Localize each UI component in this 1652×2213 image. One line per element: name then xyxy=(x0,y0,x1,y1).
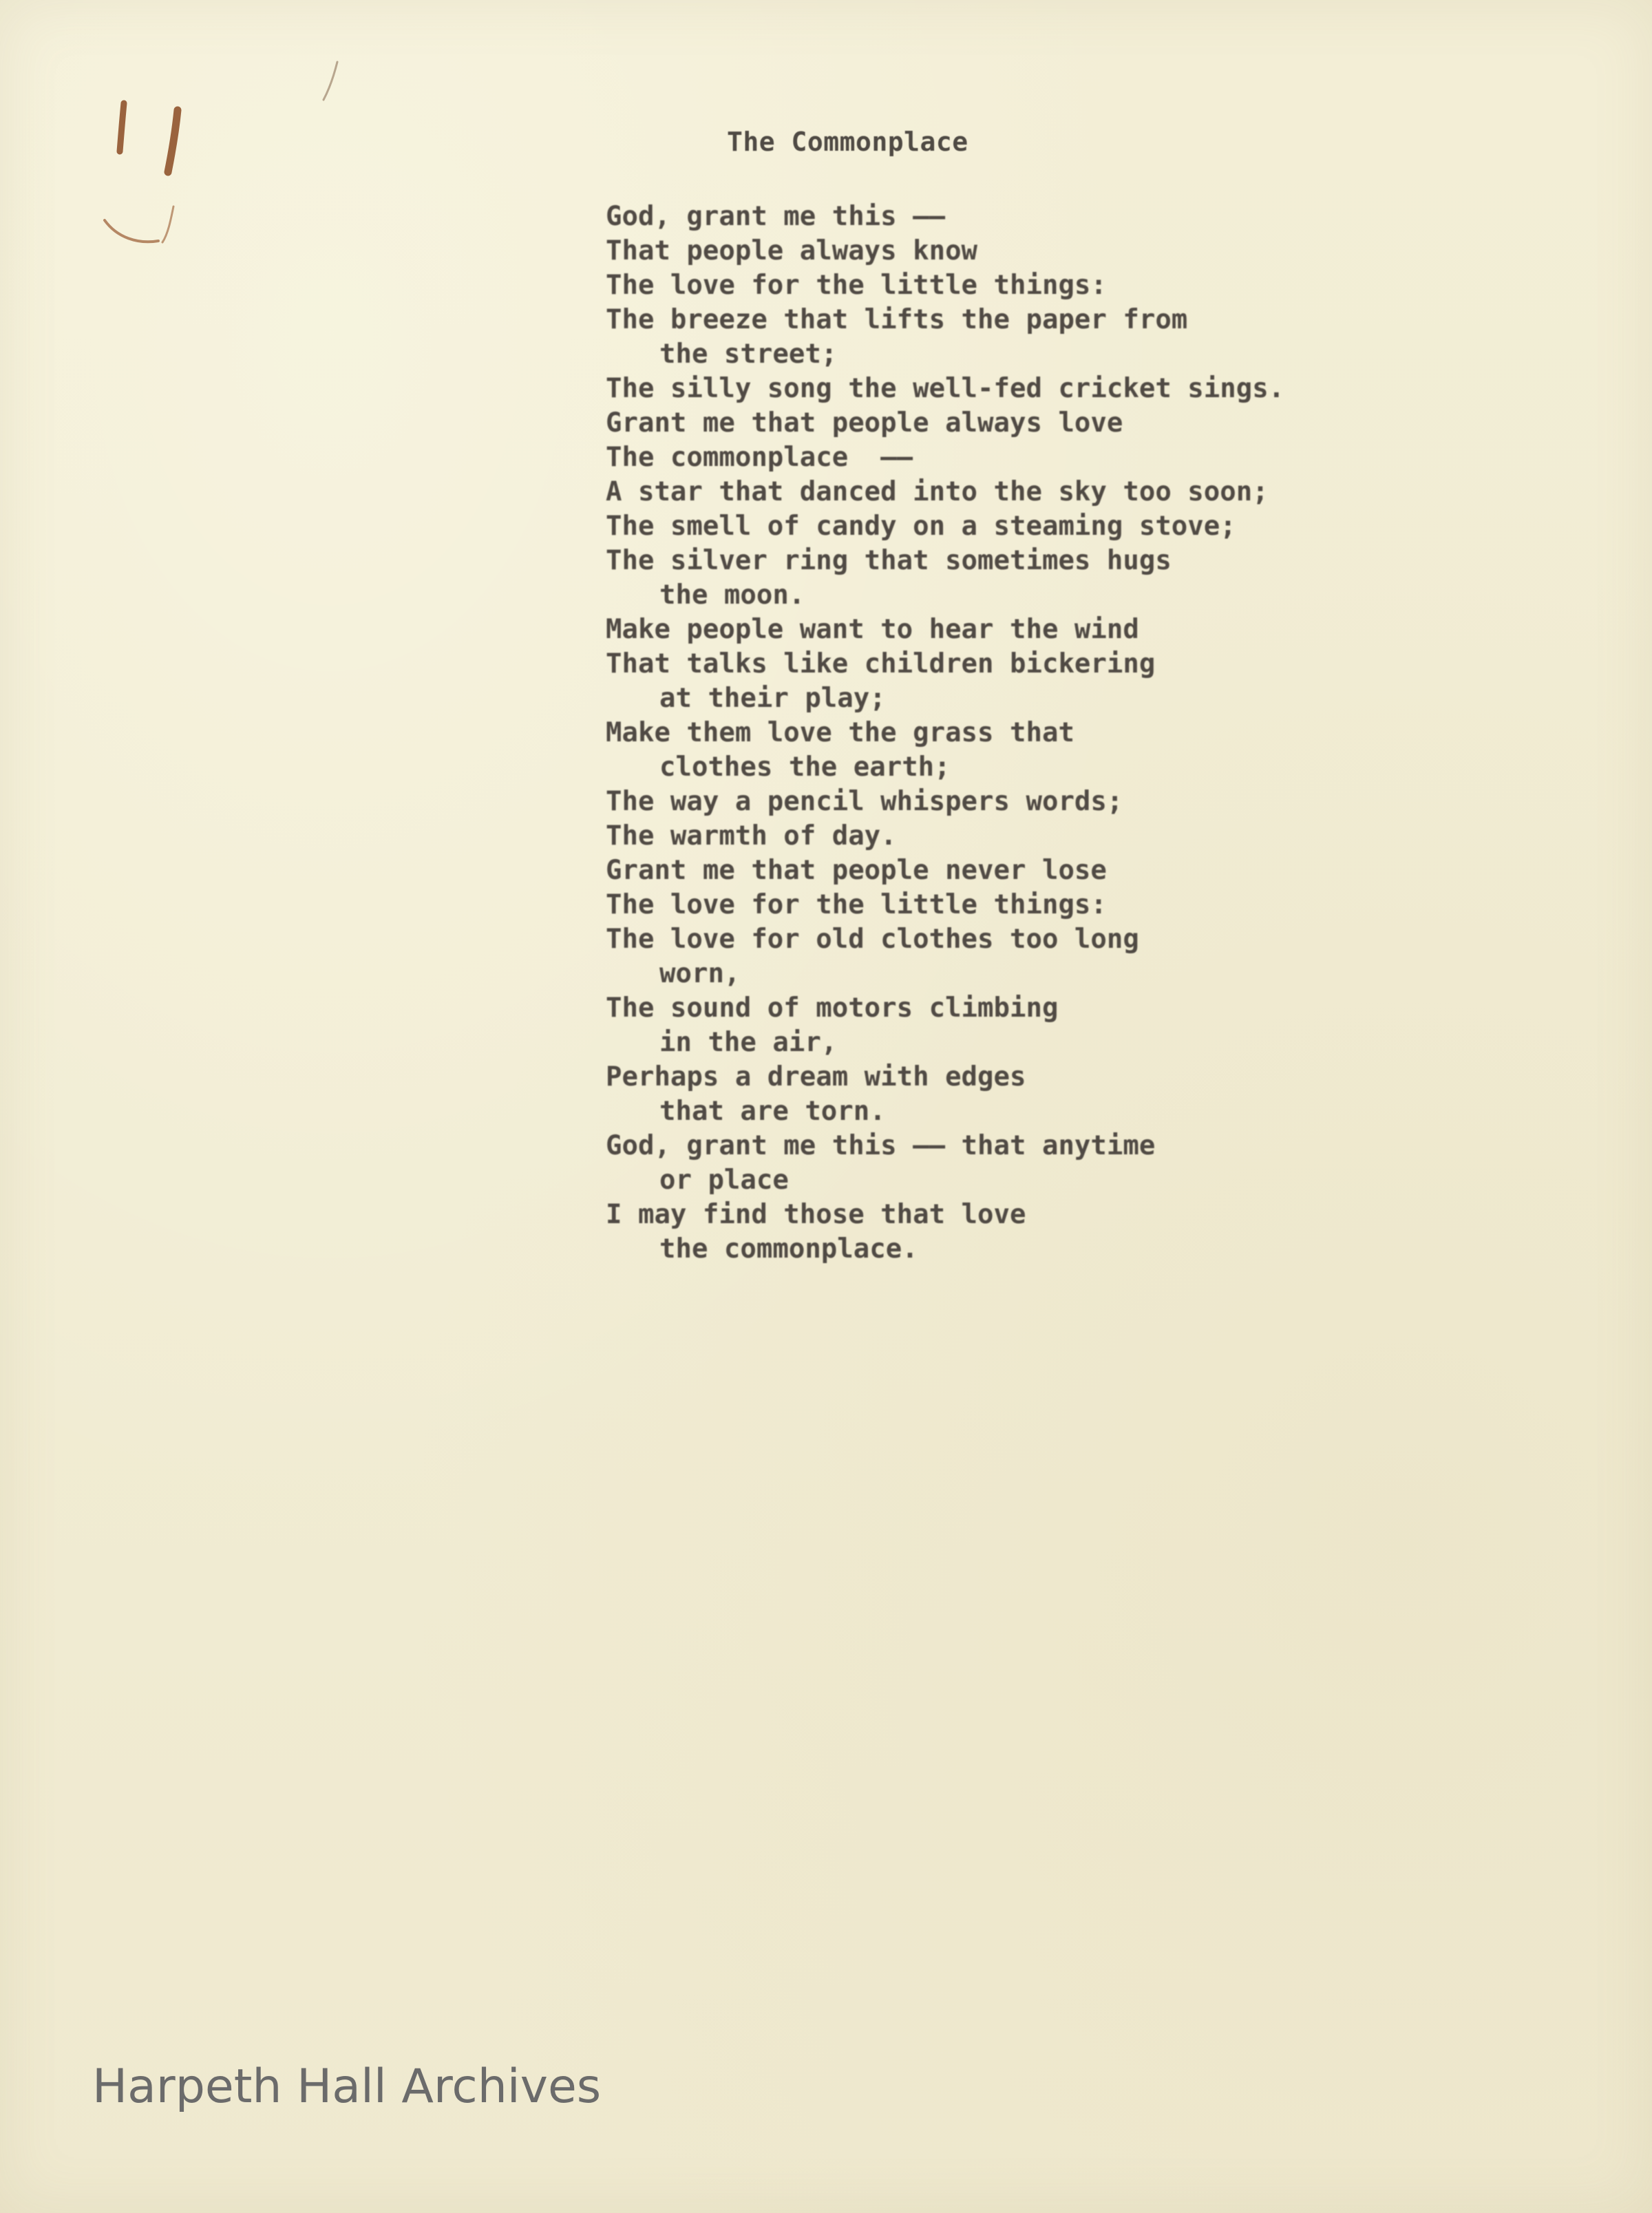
poem-body xyxy=(606,200,1284,1267)
poem-line: the street; xyxy=(659,339,838,370)
archive-watermark: Harpeth Hall Archives xyxy=(92,2060,602,2114)
poem-line: at their play; xyxy=(659,683,886,714)
poem-line: that are torn. xyxy=(659,1096,886,1127)
rust-staple-marks xyxy=(96,14,372,262)
poem-line: God, grant me this —— xyxy=(606,201,946,232)
poem-line: Grant me that people always love xyxy=(606,407,1123,438)
poem-line: the commonplace. xyxy=(659,1233,918,1264)
poem-line: Make people want to hear the wind xyxy=(606,614,1139,645)
poem-line: The commonplace —— xyxy=(606,442,913,473)
poem-line: clothes the earth; xyxy=(659,752,951,783)
poem-line: The warmth of day. xyxy=(606,820,897,851)
poem-line: The silly song the well-fed cricket sings. xyxy=(606,373,1285,404)
poem-line: The sound of motors climbing xyxy=(606,993,1059,1024)
poem-line: I may find those that love xyxy=(606,1199,1026,1230)
poem-line: The smell of candy on a steaming stove; xyxy=(606,511,1236,542)
poem-line: God, grant me this —— that anytime xyxy=(606,1130,1156,1161)
poem-line: worn, xyxy=(659,958,741,989)
poem-line: the moon. xyxy=(659,580,805,611)
poem-line: The love for the little things: xyxy=(606,270,1107,301)
poem-line: The way a pencil whispers words; xyxy=(606,786,1123,817)
poem-line: The silver ring that sometimes hugs xyxy=(606,545,1172,576)
poem-line: A star that danced into the sky too soon; xyxy=(606,476,1269,507)
poem-line: Grant me that people never lose xyxy=(606,855,1107,886)
poem-line: or place xyxy=(659,1165,789,1196)
poem-line: Make them love the grass that xyxy=(606,717,1074,748)
poem-title: The Commonplace xyxy=(727,127,968,157)
poem-line: The breeze that lifts the paper from xyxy=(606,304,1188,335)
poem-line: The love for the little things: xyxy=(606,889,1107,920)
poem-line: The love for old clothes too long xyxy=(606,924,1139,955)
poem-line: That talks like children bickering xyxy=(606,648,1156,679)
poem-line: in the air, xyxy=(659,1027,838,1058)
poem-line: That people always know xyxy=(606,235,978,266)
poem-line: Perhaps a dream with edges xyxy=(606,1061,1026,1092)
